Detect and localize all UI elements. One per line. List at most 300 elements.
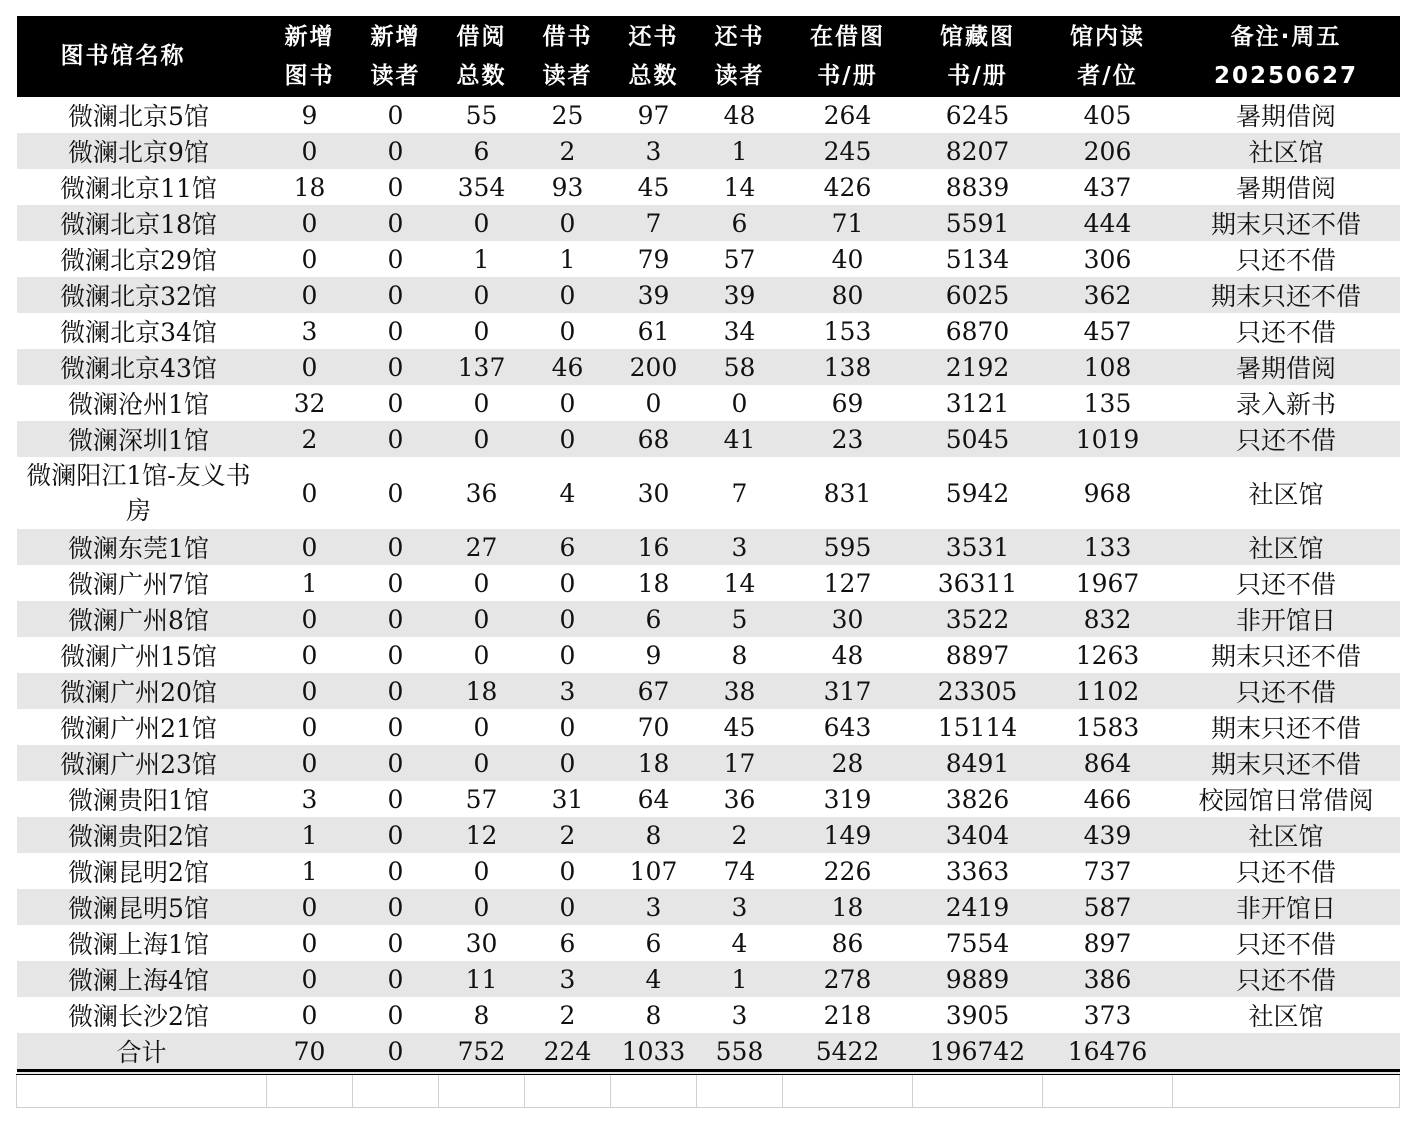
value-cell: 9	[301, 100, 318, 130]
remark-cell: 社区馆	[1248, 480, 1324, 509]
table-row	[17, 421, 1400, 457]
table-row	[17, 169, 1400, 205]
table-body	[17, 97, 1400, 1033]
value-cell: 14	[723, 172, 756, 202]
value-cell: 70	[637, 712, 670, 742]
value-cell: 0	[525, 277, 611, 313]
column-header-line: 读者	[714, 62, 765, 89]
value-cell: 0	[439, 277, 525, 313]
value-cell: 36	[465, 478, 498, 508]
column-header-line: 书/册	[817, 62, 878, 89]
value-cell: 3	[301, 316, 318, 346]
column-header	[611, 16, 697, 97]
value-cell: 1	[301, 856, 318, 886]
value-cell: 28	[783, 745, 913, 781]
value-cell: 18	[637, 568, 670, 598]
value-cell: 5045	[913, 421, 1043, 457]
value-cell: 0	[387, 568, 404, 598]
value-cell: 1	[697, 961, 783, 997]
value-cell: 0	[473, 568, 490, 598]
value-cell: 135	[1083, 388, 1132, 418]
value-cell: 0	[267, 205, 353, 241]
empty-cell[interactable]	[439, 1075, 525, 1108]
total-value-cell: 752	[439, 1033, 525, 1071]
column-header-line: 新增	[370, 23, 421, 50]
value-cell: 48	[723, 100, 756, 130]
value-cell: 9889	[913, 961, 1043, 997]
value-cell: 61	[637, 316, 670, 346]
value-cell: 897	[1083, 928, 1132, 958]
value-cell: 1	[559, 244, 576, 274]
value-cell: 5	[697, 601, 783, 637]
value-cell: 41	[697, 421, 783, 457]
value-cell: 0	[353, 889, 439, 925]
value-cell: 27	[439, 529, 525, 565]
library-name-cell: 微澜上海4馆	[17, 961, 267, 997]
table-row	[17, 313, 1400, 349]
value-cell: 218	[823, 1000, 872, 1030]
value-cell: 38	[697, 673, 783, 709]
library-name-cell: 微澜北京18馆	[17, 205, 267, 241]
remark-cell: 期末只还不借	[1173, 745, 1400, 781]
column-header-line: 图书	[284, 62, 335, 89]
table-row	[17, 385, 1400, 421]
value-cell: 0	[353, 349, 439, 385]
value-cell: 6	[697, 205, 783, 241]
value-cell: 0	[559, 640, 576, 670]
value-cell: 2	[267, 421, 353, 457]
value-cell: 0	[267, 601, 353, 637]
table-row	[17, 133, 1400, 169]
value-cell: 0	[267, 889, 353, 925]
table-row	[17, 349, 1400, 385]
remark-cell: 只还不借	[1235, 318, 1336, 347]
value-cell: 831	[823, 478, 872, 508]
value-cell: 317	[783, 673, 913, 709]
column-header-line: 书/册	[947, 62, 1008, 89]
value-cell: 39	[697, 277, 783, 313]
value-cell: 0	[387, 478, 404, 508]
total-value-cell: 5422	[783, 1033, 913, 1071]
value-cell: 8839	[945, 172, 1010, 202]
library-name-cell: 微澜长沙2馆	[68, 1002, 209, 1031]
value-cell: 0	[559, 568, 576, 598]
value-cell: 0	[353, 673, 439, 709]
library-name-cell: 微澜广州23馆	[17, 745, 267, 781]
remark-cell: 只还不借	[1173, 961, 1400, 997]
value-cell: 0	[387, 388, 404, 418]
value-cell: 0	[353, 421, 439, 457]
value-cell: 4	[559, 478, 576, 508]
value-cell: 0	[353, 817, 439, 853]
table-row	[17, 925, 1400, 961]
column-header-line: 在借图	[810, 23, 885, 50]
value-cell: 5942	[945, 478, 1010, 508]
remark-cell: 校园馆日常借阅	[1198, 786, 1374, 815]
value-cell: 0	[387, 1000, 404, 1030]
value-cell: 6	[559, 928, 576, 958]
table-row	[17, 205, 1400, 241]
table-row	[17, 961, 1400, 997]
remark-cell: 社区馆	[1173, 529, 1400, 565]
value-cell: 4	[731, 928, 748, 958]
value-cell: 226	[823, 856, 872, 886]
value-cell: 36	[723, 784, 756, 814]
value-cell: 15114	[937, 712, 1018, 742]
value-cell: 0	[439, 745, 525, 781]
remark-cell: 暑期借阅	[1235, 174, 1336, 203]
value-cell: 0	[387, 784, 404, 814]
value-cell: 968	[1083, 478, 1132, 508]
table-row	[17, 601, 1400, 637]
value-cell: 7554	[945, 928, 1010, 958]
value-cell: 14	[723, 568, 756, 598]
library-report-table	[16, 16, 1400, 1108]
value-cell: 3	[525, 961, 611, 997]
empty-cell[interactable]	[1173, 1075, 1400, 1108]
value-cell: 264	[823, 100, 872, 130]
table-row	[17, 97, 1400, 133]
value-cell: 466	[1083, 784, 1132, 814]
value-cell: 23305	[913, 673, 1043, 709]
library-name-cell: 微澜昆明5馆	[17, 889, 267, 925]
value-cell: 306	[1083, 244, 1132, 274]
value-cell: 2192	[913, 349, 1043, 385]
value-cell: 0	[387, 640, 404, 670]
value-cell: 57	[465, 784, 498, 814]
value-cell: 0	[353, 601, 439, 637]
value-cell: 6245	[945, 100, 1010, 130]
value-cell: 45	[637, 172, 670, 202]
value-cell: 8	[645, 1000, 662, 1030]
value-cell: 0	[525, 205, 611, 241]
value-cell: 3905	[945, 1000, 1010, 1030]
library-name-cell: 微澜沧州1馆	[68, 390, 209, 419]
table-row	[17, 529, 1400, 565]
value-cell: 6870	[945, 316, 1010, 346]
value-cell: 3363	[945, 856, 1010, 886]
value-cell: 319	[823, 784, 872, 814]
value-cell: 0	[559, 712, 576, 742]
remark-cell: 暑期借阅	[1235, 102, 1336, 131]
value-cell: 80	[783, 277, 913, 313]
value-cell: 6	[611, 601, 697, 637]
value-cell: 0	[473, 388, 490, 418]
value-cell: 18	[783, 889, 913, 925]
table-row	[17, 673, 1400, 709]
empty-cell[interactable]	[17, 1075, 267, 1108]
value-cell: 107	[629, 856, 678, 886]
table-row	[17, 817, 1400, 853]
library-name-cell: 微澜贵阳1馆	[68, 786, 209, 815]
library-name-cell: 微澜北京32馆	[17, 277, 267, 313]
value-cell: 68	[611, 421, 697, 457]
value-cell: 278	[783, 961, 913, 997]
table-row	[17, 889, 1400, 925]
total-value-cell: 0	[353, 1033, 439, 1071]
value-cell: 0	[387, 100, 404, 130]
value-cell: 39	[611, 277, 697, 313]
value-cell: 3404	[913, 817, 1043, 853]
total-value-cell	[1173, 1033, 1400, 1071]
value-cell: 6	[439, 133, 525, 169]
value-cell: 69	[831, 388, 864, 418]
library-name-cell: 微澜北京29馆	[60, 246, 217, 275]
column-header-line: 备注·周五	[1230, 23, 1342, 50]
value-cell: 0	[267, 349, 353, 385]
value-cell: 595	[783, 529, 913, 565]
value-cell: 18	[611, 745, 697, 781]
table-row	[17, 637, 1400, 673]
column-header-line: 还书	[628, 23, 679, 50]
value-cell: 0	[387, 244, 404, 274]
table-row	[17, 745, 1400, 781]
value-cell: 0	[559, 316, 576, 346]
value-cell: 0	[439, 205, 525, 241]
empty-cell[interactable]	[913, 1075, 1043, 1108]
value-cell: 0	[731, 388, 748, 418]
value-cell: 2	[697, 817, 783, 853]
value-cell: 426	[823, 172, 872, 202]
library-name-cell: 微澜广州7馆	[68, 570, 209, 599]
value-cell: 8	[731, 640, 748, 670]
empty-row	[17, 1075, 1400, 1108]
remark-cell: 社区馆	[1248, 1002, 1324, 1031]
value-cell: 17	[697, 745, 783, 781]
value-cell: 373	[1083, 1000, 1132, 1030]
value-cell: 8	[473, 1000, 490, 1030]
value-cell: 405	[1083, 100, 1132, 130]
value-cell: 0	[267, 745, 353, 781]
remark-cell: 只还不借	[1235, 570, 1336, 599]
column-header-line: 读者	[370, 62, 421, 89]
column-header	[17, 16, 267, 97]
value-cell: 16	[611, 529, 697, 565]
value-cell: 0	[473, 316, 490, 346]
column-header-line: 借阅	[456, 23, 507, 50]
value-cell: 1102	[1043, 673, 1173, 709]
value-cell: 8897	[945, 640, 1010, 670]
value-cell: 864	[1043, 745, 1173, 781]
value-cell: 1	[473, 244, 490, 274]
value-cell: 3	[611, 133, 697, 169]
value-cell: 3121	[945, 388, 1010, 418]
value-cell: 8491	[913, 745, 1043, 781]
value-cell: 30	[783, 601, 913, 637]
value-cell: 0	[525, 745, 611, 781]
column-header	[1173, 16, 1400, 97]
value-cell: 1967	[1075, 568, 1140, 598]
header-row	[17, 16, 1400, 97]
value-cell: 153	[823, 316, 872, 346]
value-cell: 0	[353, 961, 439, 997]
remark-cell: 只还不借	[1235, 930, 1336, 959]
library-name-cell: 微澜广州8馆	[17, 601, 267, 637]
value-cell: 0	[301, 478, 318, 508]
value-cell: 3	[301, 784, 318, 814]
empty-cell[interactable]	[1043, 1075, 1173, 1108]
column-header	[1043, 16, 1173, 97]
library-name-cell: 微澜北京11馆	[60, 174, 217, 203]
value-cell: 11	[439, 961, 525, 997]
library-name-cell: 微澜北京5馆	[68, 102, 209, 131]
value-cell: 0	[387, 316, 404, 346]
value-cell: 1019	[1043, 421, 1173, 457]
column-header	[267, 16, 353, 97]
total-value-cell: 70	[267, 1033, 353, 1071]
remark-cell: 暑期借阅	[1173, 349, 1400, 385]
remark-cell: 社区馆	[1173, 133, 1400, 169]
value-cell: 457	[1083, 316, 1132, 346]
value-cell: 643	[823, 712, 872, 742]
library-name-cell: 微澜贵阳2馆	[17, 817, 267, 853]
table-row	[17, 781, 1400, 817]
value-cell: 3531	[913, 529, 1043, 565]
value-cell: 12	[439, 817, 525, 853]
value-cell: 5591	[913, 205, 1043, 241]
value-cell: 0	[439, 421, 525, 457]
value-cell: 737	[1083, 856, 1132, 886]
library-name-cell: 微澜北京9馆	[17, 133, 267, 169]
value-cell: 0	[473, 712, 490, 742]
value-cell: 0	[301, 712, 318, 742]
remark-cell: 期末只还不借	[1173, 277, 1400, 313]
total-row	[17, 1033, 1400, 1071]
value-cell: 0	[525, 889, 611, 925]
value-cell: 6	[525, 529, 611, 565]
value-cell: 3522	[913, 601, 1043, 637]
value-cell: 0	[353, 133, 439, 169]
value-cell: 138	[783, 349, 913, 385]
value-cell: 67	[611, 673, 697, 709]
value-cell: 200	[611, 349, 697, 385]
value-cell: 55	[465, 100, 498, 130]
value-cell: 3	[525, 673, 611, 709]
table-row	[17, 241, 1400, 277]
value-cell: 0	[267, 277, 353, 313]
library-name-cell: 微澜广州20馆	[17, 673, 267, 709]
empty-cell[interactable]	[697, 1075, 783, 1108]
value-cell: 137	[439, 349, 525, 385]
value-cell: 133	[1043, 529, 1173, 565]
value-cell: 0	[559, 388, 576, 418]
library-name-cell: 微澜昆明2馆	[68, 858, 209, 887]
value-cell: 0	[439, 601, 525, 637]
column-header-line: 馆内读	[1070, 23, 1145, 50]
library-name-cell: 微澜北京43馆	[17, 349, 267, 385]
column-header-line: 者/位	[1077, 62, 1138, 89]
remark-cell: 期末只还不借	[1173, 205, 1400, 241]
empty-cell[interactable]	[525, 1075, 611, 1108]
value-cell: 2	[559, 1000, 576, 1030]
column-header	[353, 16, 439, 97]
value-cell: 6	[645, 928, 662, 958]
value-cell: 1	[301, 568, 318, 598]
value-cell: 86	[831, 928, 864, 958]
value-cell: 0	[439, 889, 525, 925]
value-cell: 0	[353, 205, 439, 241]
value-cell: 832	[1043, 601, 1173, 637]
column-header	[783, 16, 913, 97]
value-cell: 0	[353, 277, 439, 313]
empty-cell[interactable]	[353, 1075, 439, 1108]
value-cell: 45	[723, 712, 756, 742]
value-cell: 36311	[937, 568, 1018, 598]
value-cell: 0	[387, 712, 404, 742]
value-cell: 48	[831, 640, 864, 670]
value-cell: 2419	[913, 889, 1043, 925]
value-cell: 5134	[945, 244, 1010, 274]
value-cell: 437	[1083, 172, 1132, 202]
library-name-cell: 微澜东莞1馆	[17, 529, 267, 565]
column-header	[913, 16, 1043, 97]
value-cell: 64	[637, 784, 670, 814]
value-cell: 386	[1043, 961, 1173, 997]
library-name-cell: 微澜上海1馆	[68, 930, 209, 959]
table-row	[17, 853, 1400, 889]
value-cell: 245	[783, 133, 913, 169]
value-cell: 3	[611, 889, 697, 925]
value-cell: 23	[783, 421, 913, 457]
value-cell: 3	[731, 1000, 748, 1030]
value-cell: 0	[387, 856, 404, 886]
column-header	[525, 16, 611, 97]
value-cell: 74	[723, 856, 756, 886]
value-cell: 2	[525, 133, 611, 169]
value-cell: 3	[697, 889, 783, 925]
empty-cell[interactable]	[611, 1075, 697, 1108]
library-name-cell: 微澜深圳1馆	[17, 421, 267, 457]
empty-cell[interactable]	[783, 1075, 913, 1108]
value-cell: 18	[439, 673, 525, 709]
total-value-cell: 558	[697, 1033, 783, 1071]
column-header-line: 图书馆名称	[60, 43, 186, 69]
value-cell: 127	[823, 568, 872, 598]
value-cell: 1583	[1075, 712, 1140, 742]
value-cell: 9	[645, 640, 662, 670]
value-cell: 0	[267, 961, 353, 997]
value-cell: 0	[267, 133, 353, 169]
value-cell: 0	[301, 244, 318, 274]
value-cell: 34	[723, 316, 756, 346]
header	[17, 16, 1400, 97]
table-row	[17, 565, 1400, 601]
empty-cell[interactable]	[267, 1075, 353, 1108]
value-cell: 46	[525, 349, 611, 385]
value-cell: 0	[267, 673, 353, 709]
library-name-cell: 微澜广州21馆	[60, 714, 217, 743]
column-header-line: 20250627	[1213, 62, 1359, 89]
remark-cell: 只还不借	[1173, 673, 1400, 709]
column-header	[439, 16, 525, 97]
value-cell: 0	[301, 1000, 318, 1030]
library-name-cell: 微澜广州15馆	[60, 642, 217, 671]
library-name-cell: 微澜北京34馆	[60, 318, 217, 347]
column-header	[697, 16, 783, 97]
value-cell: 0	[525, 421, 611, 457]
column-header-line: 读者	[542, 62, 593, 89]
value-cell: 31	[551, 784, 584, 814]
value-cell: 30	[465, 928, 498, 958]
total-value-cell: 224	[525, 1033, 611, 1071]
value-cell: 57	[723, 244, 756, 274]
value-cell: 0	[353, 529, 439, 565]
column-header-line: 馆藏图	[940, 23, 1015, 50]
value-cell: 7	[611, 205, 697, 241]
value-cell: 108	[1043, 349, 1173, 385]
column-header-line: 新增	[284, 23, 335, 50]
value-cell: 3	[697, 529, 783, 565]
